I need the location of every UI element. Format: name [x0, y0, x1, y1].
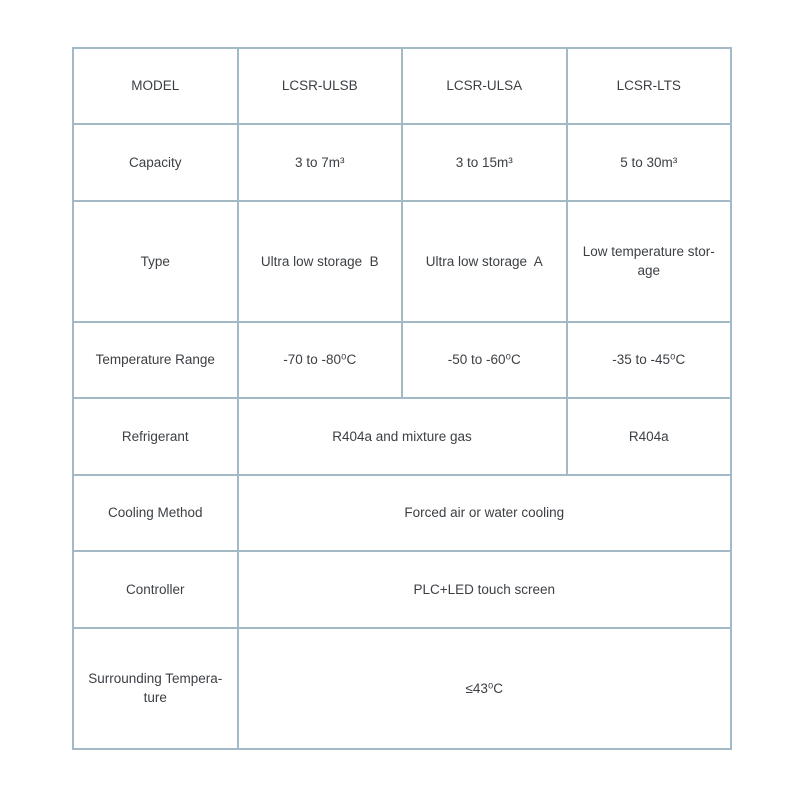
row-label-surrounding-temperature: Surrounding Temperature: [73, 628, 238, 749]
table-row-temperature-range: [73, 322, 731, 398]
table-row-cooling-method: [73, 475, 731, 551]
cell-temp-range-ulsa: -50 to -60⁰C: [402, 322, 567, 398]
cell-surrounding-temperature-all: ≤43⁰C: [238, 628, 732, 749]
cell-model-lts: LCSR-LTS: [567, 48, 732, 124]
table-row-surrounding-temperature: [73, 628, 731, 749]
cell-temp-range-lts: -35 to -45⁰C: [567, 322, 732, 398]
table-row-refrigerant: [73, 398, 731, 474]
cell-model-ulsa: LCSR-ULSA: [402, 48, 567, 124]
row-label-controller: Controller: [73, 551, 238, 627]
spec-table-container: [72, 47, 732, 750]
cell-model-ulsb: LCSR-ULSB: [238, 48, 403, 124]
cell-refrigerant-lts: R404a: [567, 398, 732, 474]
cell-type-ulsb: Ultra low storage B: [238, 201, 403, 322]
table-row-controller: [73, 551, 731, 627]
table-row-type: [73, 201, 731, 322]
row-label-model: MODEL: [73, 48, 238, 124]
cell-refrigerant-ulsb-ulsa: R404a and mixture gas: [238, 398, 567, 474]
row-label-refrigerant: Refrigerant: [73, 398, 238, 474]
row-label-capacity: Capacity: [73, 124, 238, 200]
cell-capacity-ulsb: 3 to 7m³: [238, 124, 403, 200]
table-row-model: [73, 48, 731, 124]
cell-type-lts: Low temperature storage: [567, 201, 732, 322]
cell-capacity-lts: 5 to 30m³: [567, 124, 732, 200]
cell-type-ulsa: Ultra low storage A: [402, 201, 567, 322]
cell-controller-all: PLC+LED touch screen: [238, 551, 732, 627]
row-label-cooling-method: Cooling Method: [73, 475, 238, 551]
cell-cooling-method-all: Forced air or water cooling: [238, 475, 732, 551]
spec-table: [72, 47, 732, 750]
row-label-type: Type: [73, 201, 238, 322]
cell-temp-range-ulsb: -70 to -80⁰C: [238, 322, 403, 398]
row-label-temperature-range: Temperature Range: [73, 322, 238, 398]
cell-capacity-ulsa: 3 to 15m³: [402, 124, 567, 200]
table-row-capacity: [73, 124, 731, 200]
